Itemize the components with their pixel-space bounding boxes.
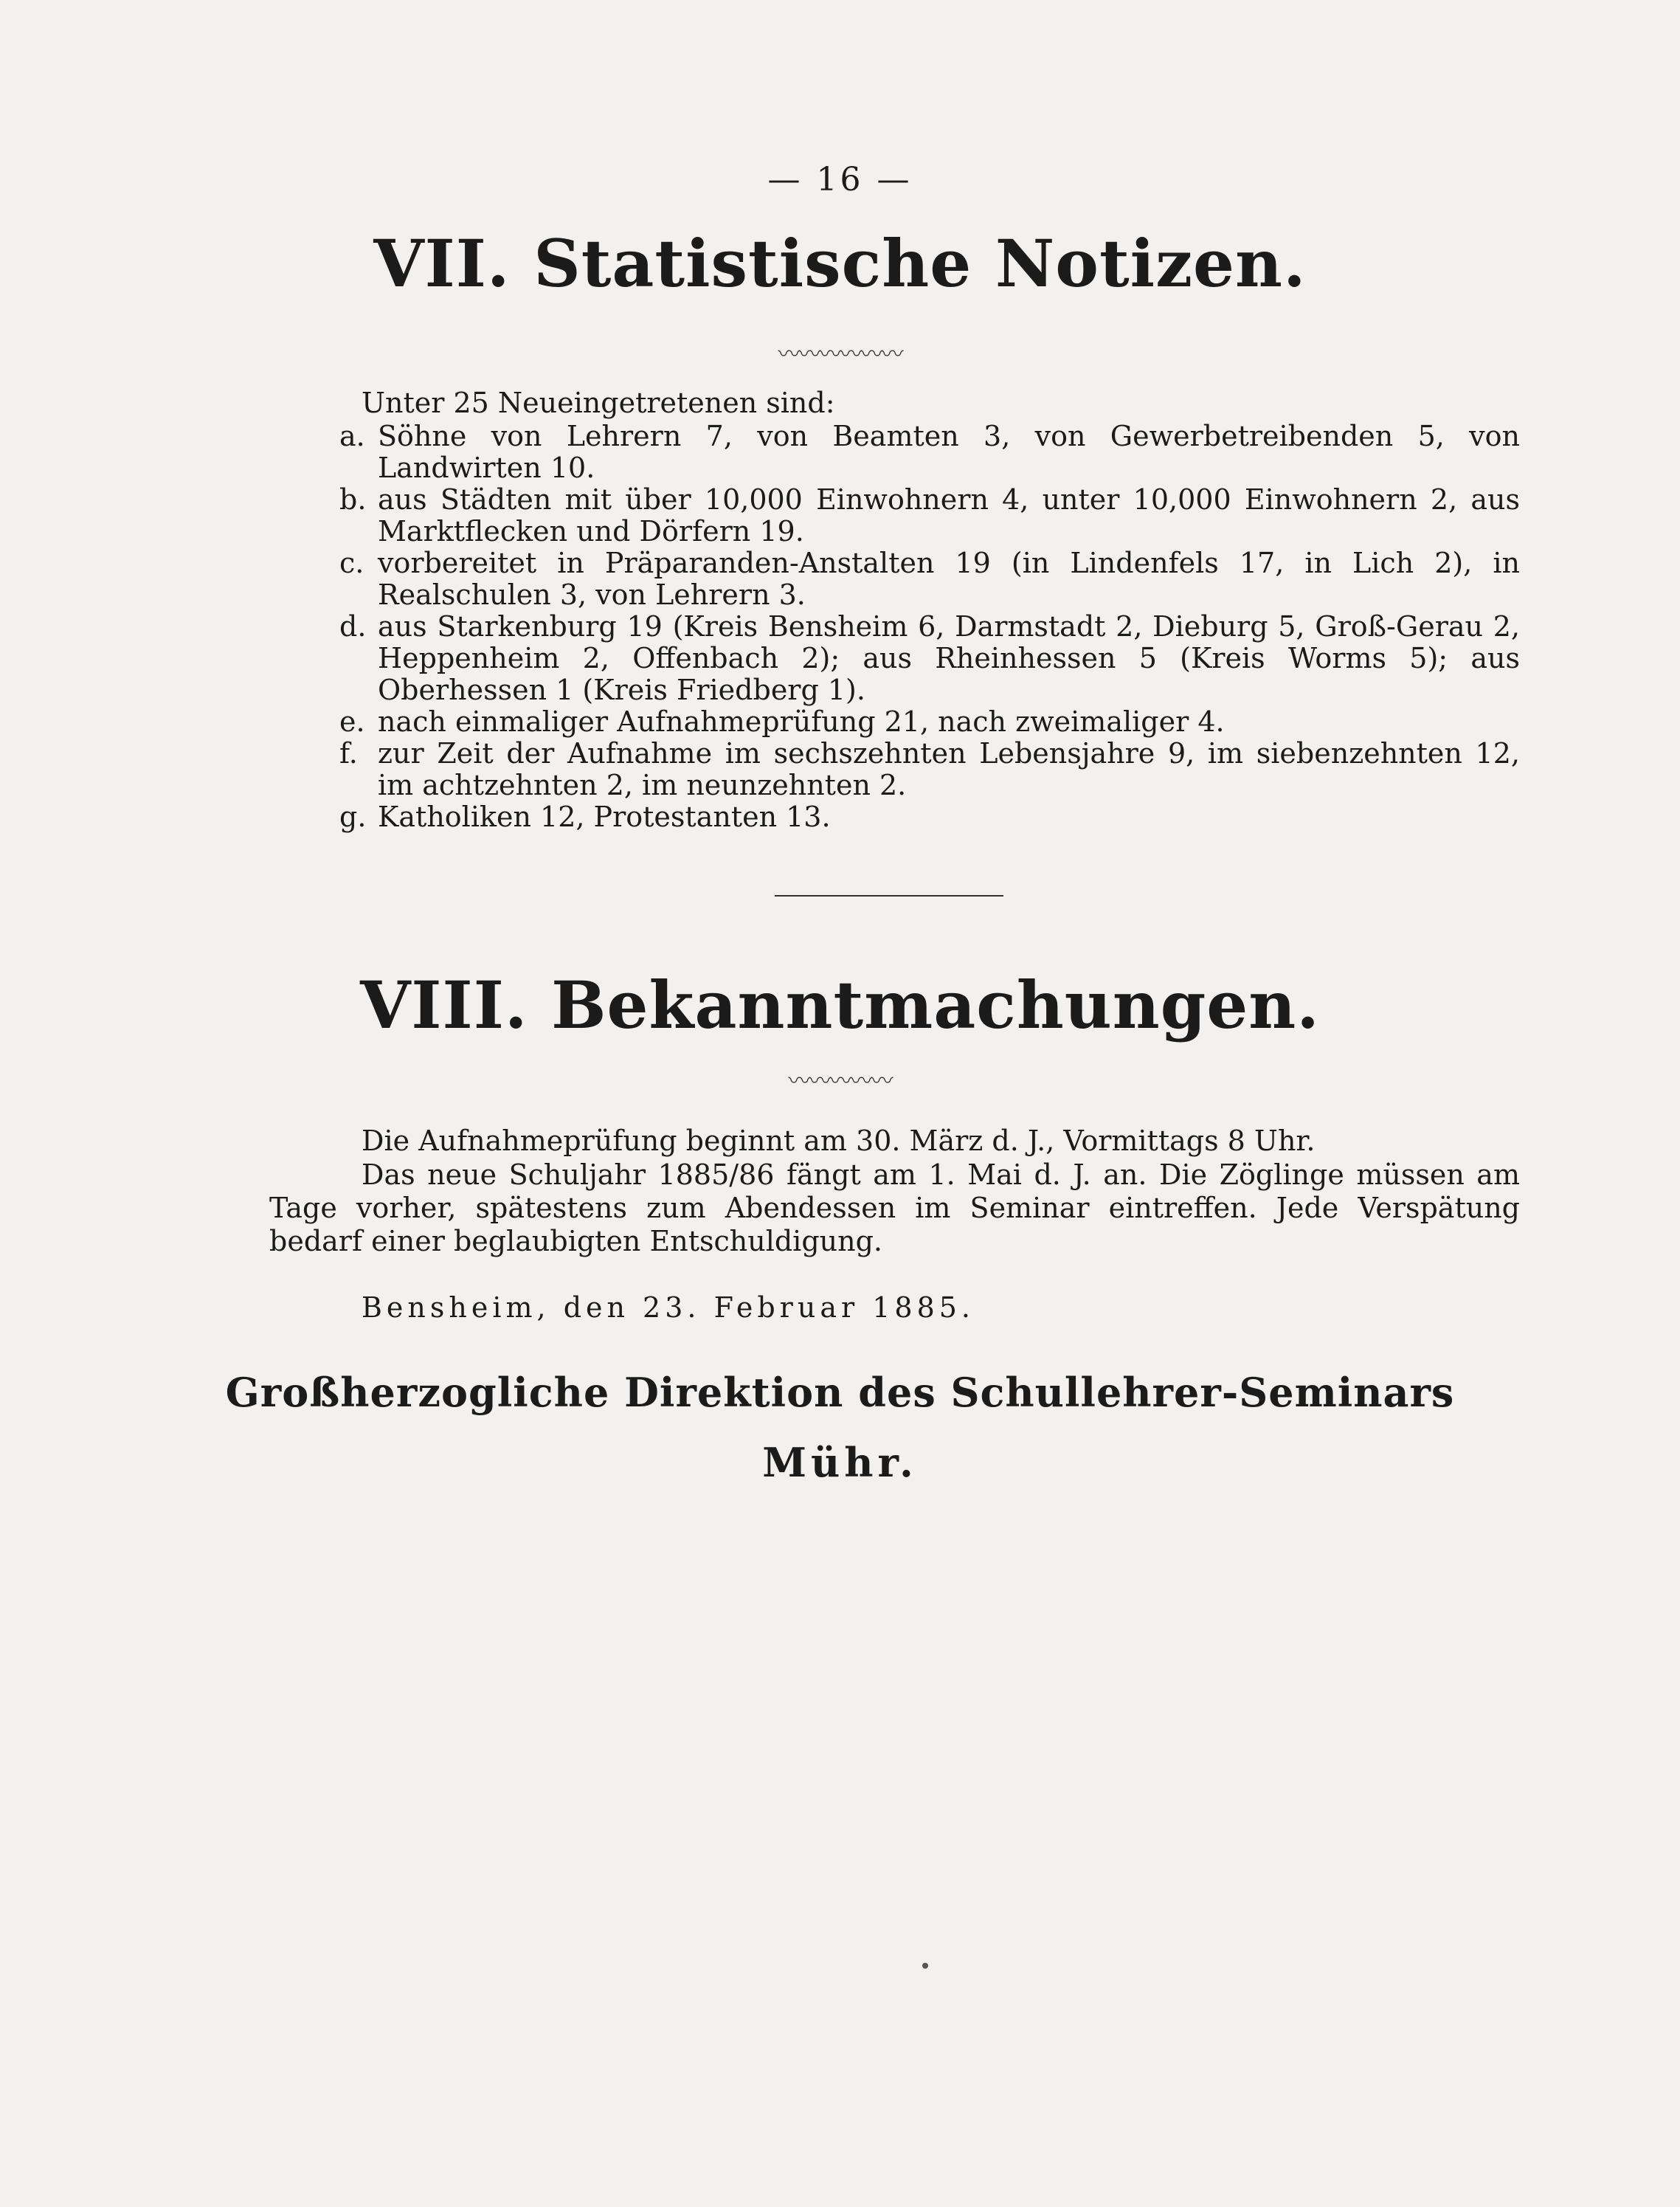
list-item bbox=[339, 484, 1520, 548]
announcement-school-year: Das neue Schuljahr 1885/86 fängt am 1. Mai d. J. an. Die Zöglinge müssen am Tage vorher, spätestens zum Abendessen im Seminar eintreffen. Jede Verspätung bedarf einer beglaubigten Entschuldigung. bbox=[269, 1158, 1520, 1257]
section-divider-rule bbox=[775, 895, 1003, 897]
list-item bbox=[339, 801, 1520, 833]
list-item-text: vorbereitet in Präparanden-Anstalten 19 (in Lindenfels 17, in Lich 2), in Realschulen 3, von Lehrern 3. bbox=[378, 547, 1520, 611]
list-item-letter: b. bbox=[339, 483, 367, 516]
statistics-intro: Unter 25 Neueingetretenen sind: bbox=[362, 387, 835, 419]
list-item bbox=[339, 548, 1520, 611]
list-item-letter: e. bbox=[339, 705, 365, 738]
ink-speck bbox=[922, 1963, 928, 1969]
section-heading-announcements: VIII. Bekanntmachungen. bbox=[360, 967, 1320, 1043]
section-heading-statistics: VII. Statistische Notizen. bbox=[373, 225, 1307, 302]
list-item-text: zur Zeit der Aufnahme im sechszehnten Lebensjahre 9, im siebenzehnten 12, im achtzehnten 2, im neunzehnten 2. bbox=[378, 737, 1520, 801]
list-item-letter: a. bbox=[339, 420, 365, 452]
wavy-ornament-divider: 〰〰〰〰〰〰 bbox=[778, 342, 902, 367]
list-item-text: nach einmaliger Aufnahmeprüfung 21, nach zweimaliger 4. bbox=[378, 705, 1225, 738]
list-item-text: Katholiken 12, Protestanten 13. bbox=[378, 801, 831, 833]
list-item bbox=[339, 611, 1520, 706]
announcement-exam-date: Die Aufnahmeprüfung beginnt am 30. März d. J., Vormittags 8 Uhr. bbox=[362, 1125, 1316, 1157]
statistics-list bbox=[339, 421, 1520, 833]
list-item-text: Söhne von Lehrern 7, von Beamten 3, von Gewerbetreibenden 5, von Landwirten 10. bbox=[378, 420, 1520, 484]
list-item bbox=[339, 738, 1520, 801]
page-number: — 16 — bbox=[767, 161, 913, 198]
list-item-text: aus Starkenburg 19 (Kreis Bensheim 6, Darmstadt 2, Dieburg 5, Groß-Gerau 2, Heppenheim 2, Offenbach 2); aus Rheinhessen 5 (Kreis Worms 5); aus Oberhessen 1 (Kreis Friedberg 1). bbox=[378, 610, 1520, 706]
wavy-ornament-divider: 〰〰〰〰〰 bbox=[788, 1068, 892, 1094]
place-and-date: Bensheim, den 23. Februar 1885. bbox=[362, 1291, 975, 1324]
signature-organization: Großherzogliche Direktion des Schullehrer-Seminars bbox=[225, 1369, 1455, 1416]
list-item-letter: g. bbox=[339, 801, 367, 833]
list-item-text: aus Städten mit über 10,000 Einwohnern 4, unter 10,000 Einwohnern 2, aus Marktflecken und Dörfern 19. bbox=[378, 483, 1520, 548]
list-item-letter: d. bbox=[339, 610, 367, 643]
list-item-letter: f. bbox=[339, 737, 358, 770]
list-item bbox=[339, 421, 1520, 484]
list-item bbox=[339, 706, 1520, 738]
signature-name: Mühr. bbox=[762, 1439, 918, 1486]
list-item-letter: c. bbox=[339, 547, 364, 579]
